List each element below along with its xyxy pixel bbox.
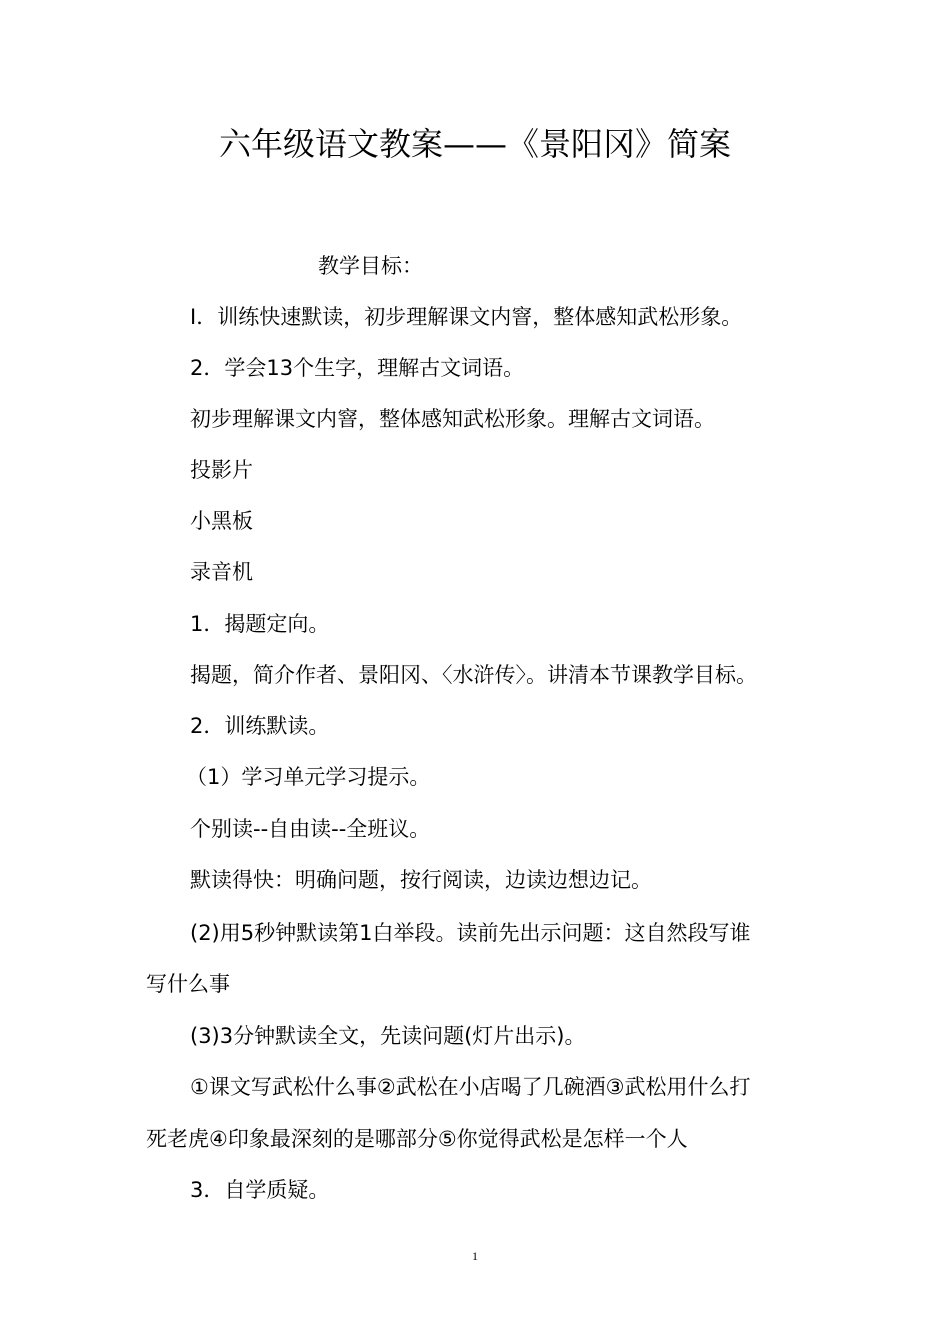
paragraph-line: ①课文写武松什么事②武松在小店喝了几碗酒③武松用什么打 xyxy=(190,1075,751,1099)
paragraph-line: 投影片 xyxy=(190,458,253,482)
paragraph-line: 揭题，简介作者、景阳冈、〈水浒传〉。讲清本节课教学目标。 xyxy=(190,663,757,687)
paragraph-line: 初步理解课文内窨，整体感知武松形象。理解古文词语。 xyxy=(190,407,715,431)
paragraph-line: (2)用5秒钟默读第1白举段。读前先出示问题：这自然段写谁 xyxy=(190,921,751,945)
paragraph-line-continued: 死老虎④印象最深刻的是哪部分⑤你觉得武松是怎样一个人 xyxy=(146,1127,688,1151)
paragraph-line: 3．自学质疑。 xyxy=(190,1178,330,1202)
paragraph-line: 1．揭题定向。 xyxy=(190,612,330,636)
page-number: 1 xyxy=(472,1249,478,1263)
section-heading-teaching-goals: 教学目标： xyxy=(318,254,423,278)
paragraph-line: （1）学习单元学习提示。 xyxy=(186,765,431,789)
paragraph-line: 默读得快：明确问题，按行阅读，边读边想边记。 xyxy=(190,868,652,892)
paragraph-line: 2．学会13个生字，理解古文词语。 xyxy=(190,356,525,380)
paragraph-line: I．训练快速默读，初步理解课文内窨，整体感知武松形象。 xyxy=(190,305,743,329)
paragraph-line: 个别读--自由读--全班议。 xyxy=(190,817,431,841)
document-title: 六年级语文教案——《景阳冈》简案 xyxy=(218,125,731,163)
paragraph-line: 录音机 xyxy=(190,560,253,584)
paragraph-line-continued: 写什么事 xyxy=(146,972,230,996)
paragraph-line: (3)3分钟默读全文，先读问题(灯片出示)。 xyxy=(190,1024,586,1048)
paragraph-line: 2．训练默读。 xyxy=(190,714,330,738)
paragraph-line: 小黑板 xyxy=(190,509,253,533)
